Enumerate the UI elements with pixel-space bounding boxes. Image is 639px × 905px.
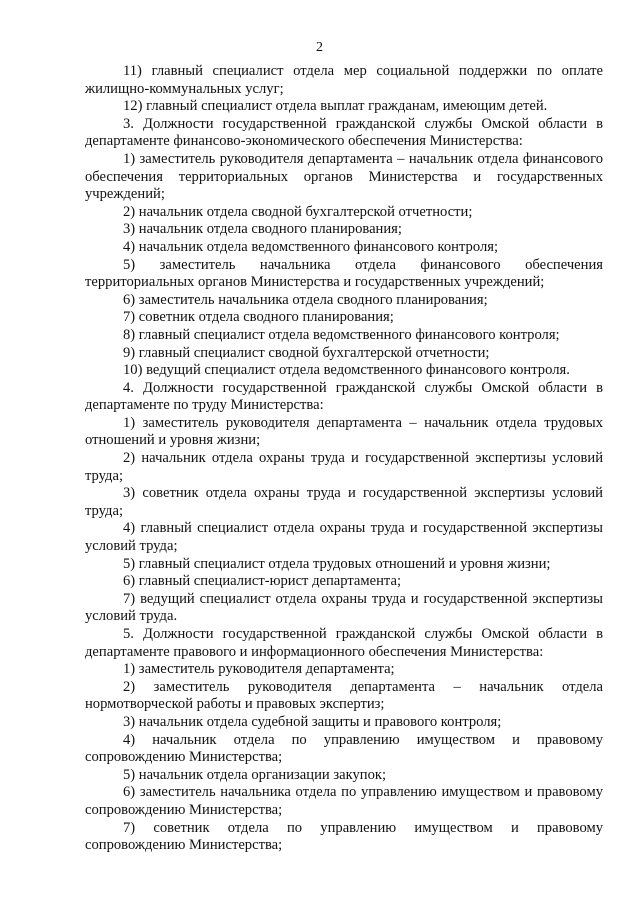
paragraph: 12) главный специалист отдела выплат гражданам, имеющим детей.	[123, 98, 548, 115]
section-heading: 4. Должности государственной гражданской службы Омской области в департаменте по труду Министерства:	[85, 379, 603, 414]
section-heading: 5. Должности государственной гражданской службы Омской области в департаменте правового и информационного обеспечения Министерства:	[85, 626, 603, 660]
paragraph: 8) главный специалист отдела ведомственного финансового контроля;	[123, 326, 560, 343]
paragraph: 1) заместитель руководителя департамента – начальник отдела трудовых отношений и уровня жизни;	[85, 414, 603, 449]
paragraph: 5) заместитель начальника отдела финансового обеспечения территориальных органов Министерства и государственных учреждений;	[85, 256, 603, 291]
paragraph: 5) начальник отдела организации закупок;	[123, 766, 387, 783]
paragraph: 7) советник отдела по управлению имуществом и правовому сопровождению Министерства;	[85, 819, 603, 854]
paragraph: 6) главный специалист-юрист департамента;	[123, 573, 402, 590]
paragraph: 4) начальник отдела по управлению имуществом и правовому сопровождению Министерства;	[85, 731, 603, 766]
paragraph: 4) начальник отдела ведомственного финансового контроля;	[123, 238, 498, 255]
paragraph: 4) главный специалист отдела охраны труда и государственной экспертизы условий труда;	[85, 520, 603, 555]
paragraph: 3) начальник отдела сводного планирования;	[123, 221, 402, 238]
paragraph: 1) заместитель руководителя департамента;	[123, 661, 395, 678]
paragraph: 6) заместитель начальника отдела по управлению имуществом и правовому сопровождению Министерства;	[85, 784, 603, 818]
section-heading: 3. Должности государственной гражданской службы Омской области в департаменте финансово-экономического обеспечения Министерства:	[85, 115, 603, 150]
paragraph: 1) заместитель руководителя департамента – начальник отдела финансового обеспечения территориальных органов Министерства и государственных учреждений;	[85, 150, 603, 203]
paragraph: 9) главный специалист сводной бухгалтерской отчетности;	[123, 344, 490, 361]
paragraph: 2) начальник отдела охраны труда и государственной экспертизы условий труда;	[85, 450, 603, 484]
paragraph: 2) начальник отдела сводной бухгалтерской отчетности;	[123, 203, 473, 220]
paragraph: 5) главный специалист отдела трудовых отношений и уровня жизни;	[123, 555, 551, 572]
paragraph: 7) советник отдела сводного планирования;	[123, 309, 394, 326]
document-body	[85, 63, 603, 855]
page-number: 2	[316, 40, 323, 55]
paragraph: 10) ведущий специалист отдела ведомственного финансового контроля.	[123, 362, 570, 379]
paragraph: 7) ведущий специалист отдела охраны труда и государственной экспертизы условий труда.	[85, 590, 603, 625]
paragraph: 6) заместитель начальника отдела сводного планирования;	[123, 291, 488, 308]
paragraph: 3) советник отдела охраны труда и государственной экспертизы условий труда;	[85, 485, 603, 519]
paragraph: 3) начальник отдела судебной защиты и правового контроля;	[123, 713, 502, 730]
paragraph: 11) главный специалист отдела мер социальной поддержки по оплате жилищно-коммунальных услуг;	[85, 63, 603, 97]
paragraph: 2) заместитель руководителя департамента – начальник отдела нормотворческой работы и правовых экспертиз;	[85, 678, 603, 713]
